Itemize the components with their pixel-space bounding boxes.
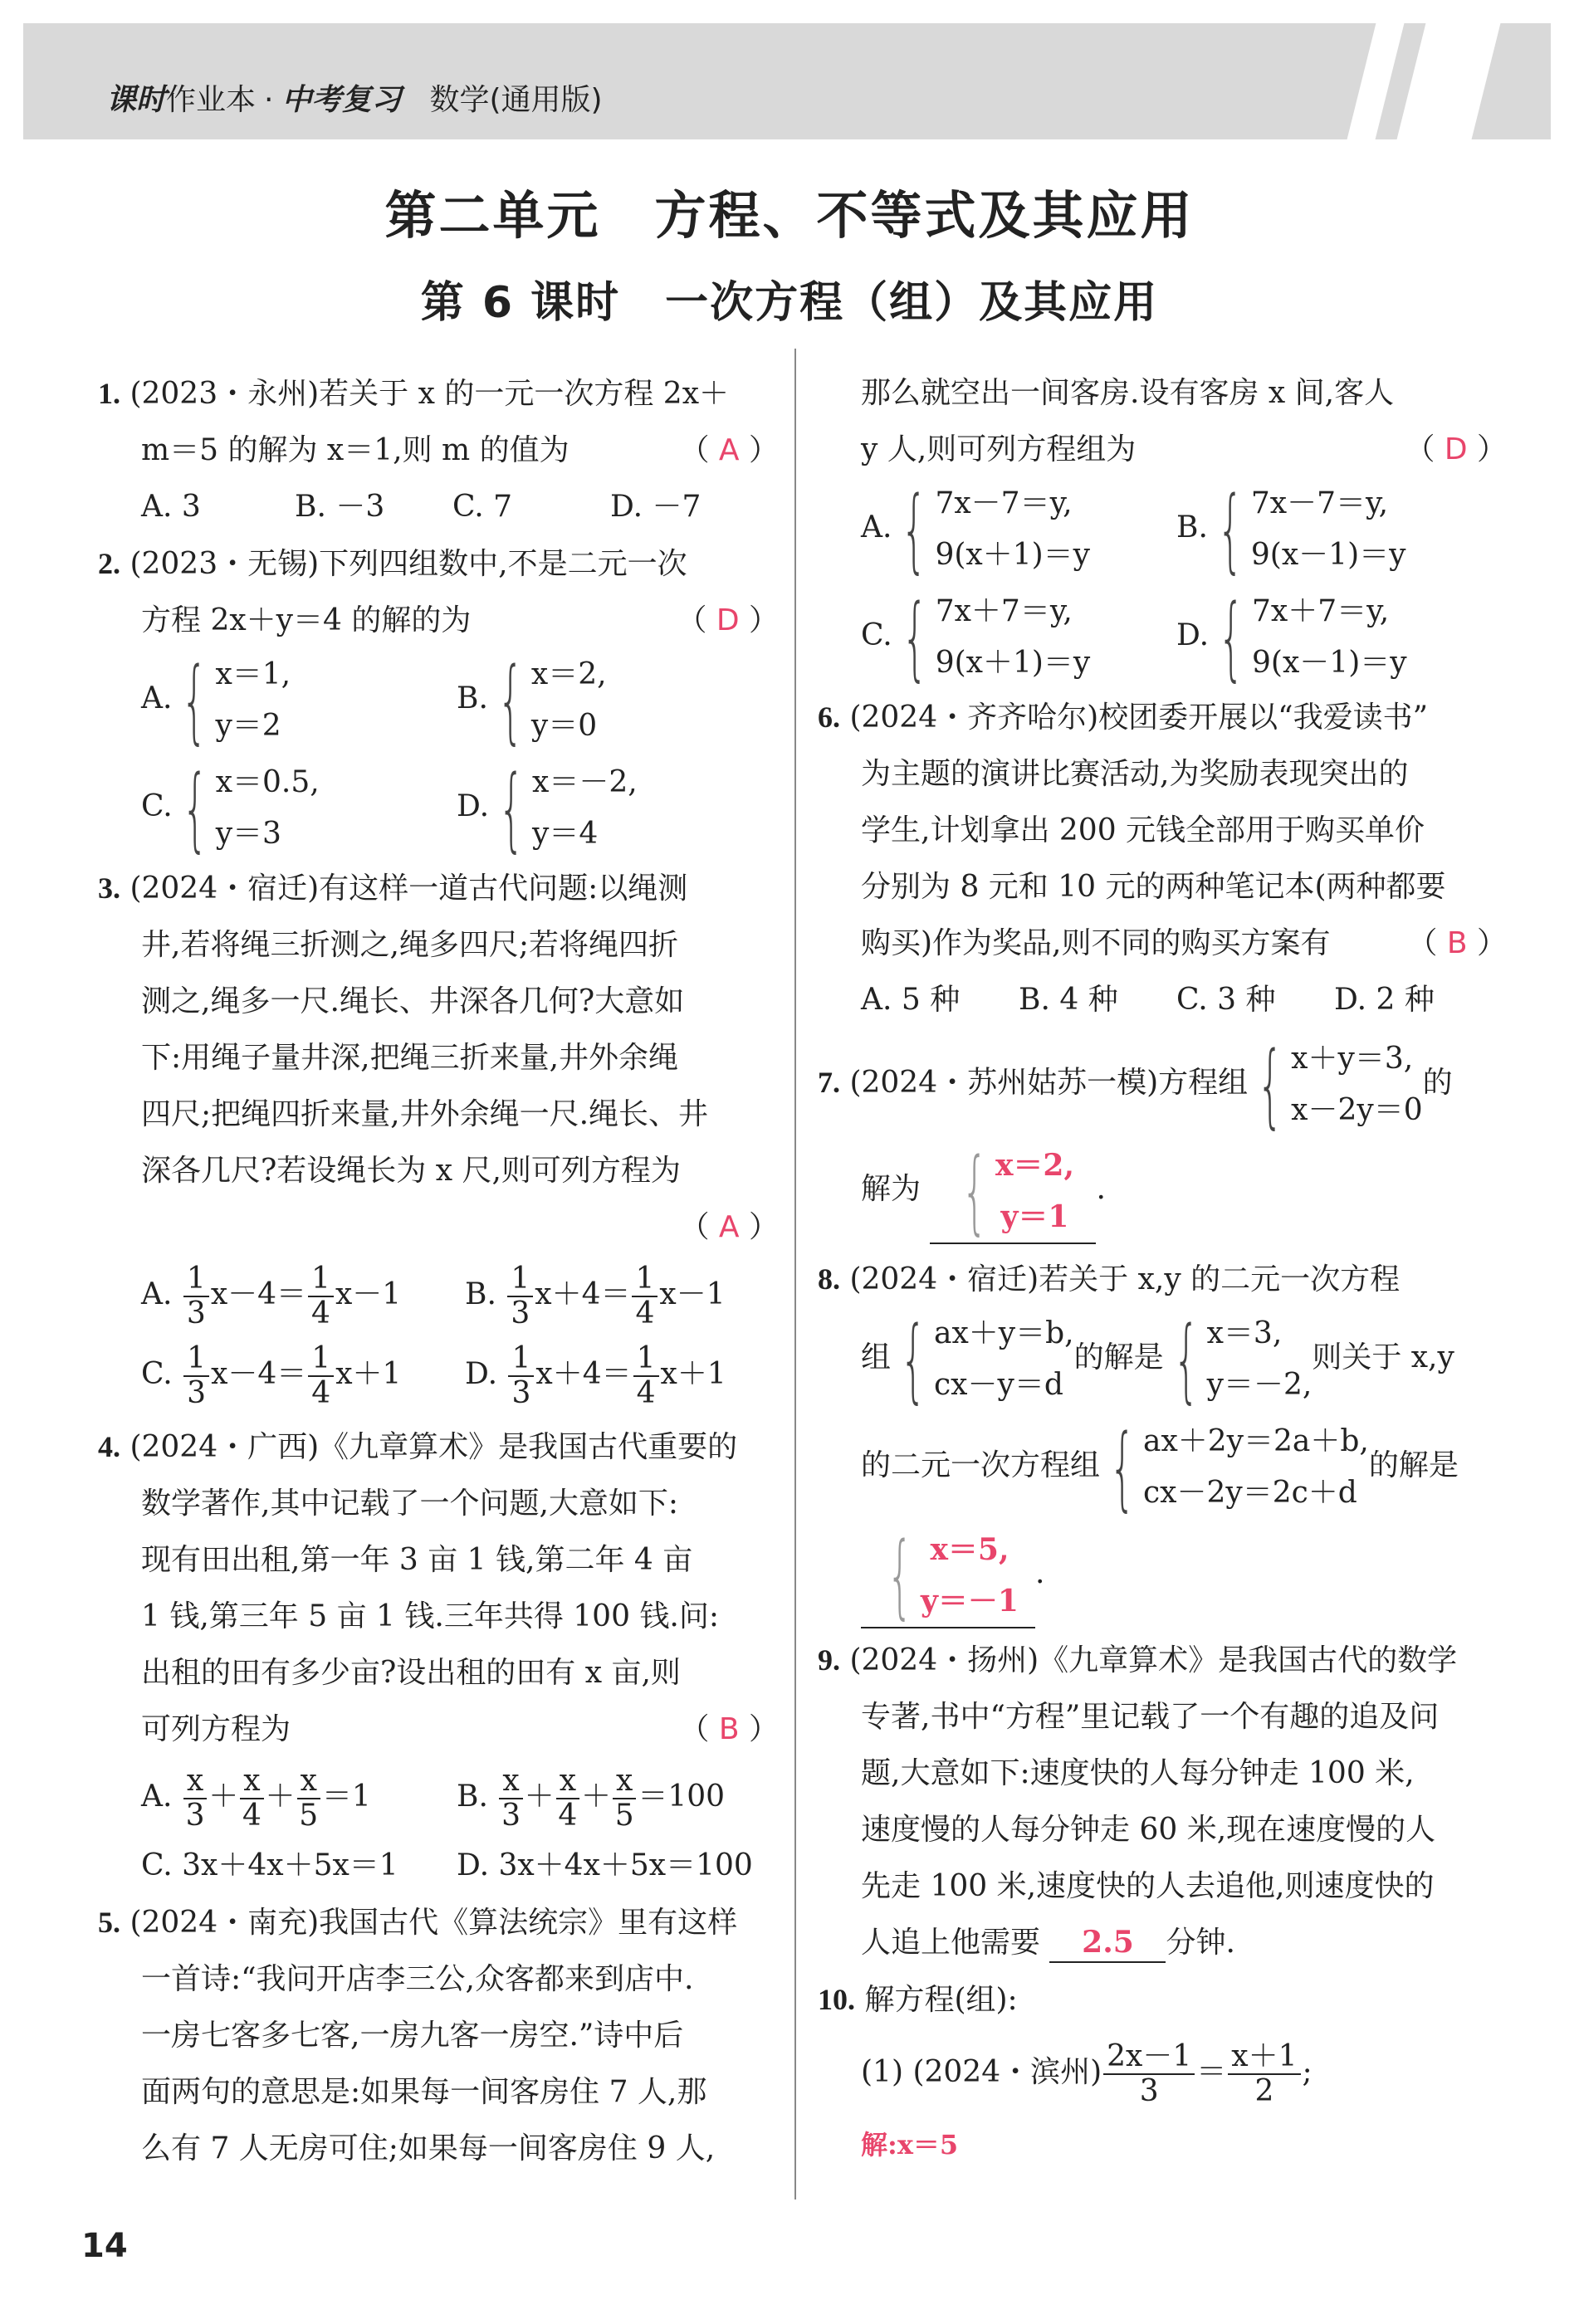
option-c: C. 3 种 — [1176, 983, 1276, 1017]
question-text: (2024・齐齐哈尔)校团委开展以“我爱读书” — [849, 701, 1428, 735]
question-text: 的解是 — [1073, 1340, 1164, 1374]
question-text: 购买)作为奖品,则不同的购买方案有 — [861, 926, 1331, 960]
option-a: A. $\frac{x}{3}$ ＋ $\frac{x}{4}$ ＋ $\frac{x}{5}$ ＝1 — [141, 1764, 371, 1833]
lesson-title: 第 6 课时 一次方程（组）及其应用 — [420, 278, 1159, 328]
question-number: 9. — [818, 1643, 840, 1677]
question-number: 3. — [98, 872, 120, 905]
question-text: 测之,绳多一尺.绳长、井深各几何?大意如 — [141, 984, 685, 1018]
equation-system: { ax＋y＝b, cx－y＝d — [900, 1306, 1074, 1413]
question-text: 速度慢的人每分钟走 60 米,现在速度慢的人 — [861, 1813, 1436, 1847]
answer-blank: 2.5 — [1049, 1923, 1166, 1963]
equation-system: { x＋y＝3, x－2y＝0 — [1257, 1032, 1423, 1138]
question-text: y 人,则可列方程组为 — [861, 432, 1137, 466]
page-top-margin — [0, 0, 1579, 22]
question-number: 8. — [818, 1262, 840, 1296]
question-text: 的二元一次方程组 — [861, 1448, 1101, 1482]
question-text: (2024・宿迁)若关于 x,y 的二元一次方程 — [849, 1262, 1401, 1296]
option-d: D. 3x＋4x＋5x＝100 — [457, 1848, 753, 1882]
answer-choice: （ B ） — [679, 1712, 779, 1746]
left-column — [98, 365, 779, 2177]
question-text: 则关于 x,y — [1312, 1340, 1454, 1374]
option-b: B. { x＝2, y＝0 — [457, 647, 607, 754]
question-text: 一房七客多七客,一房九客一房空.”诗中后 — [141, 2019, 684, 2053]
review-title: 中考复习 — [281, 83, 402, 117]
question-number: 10. — [818, 1983, 855, 2016]
option-c: C. $\frac{1}{3}$ x－4＝ $\frac{1}{4}$ x＋1 — [141, 1341, 402, 1410]
question-text: 四尺;把绳四折来量,井外余绳一尺.绳长、井 — [141, 1097, 709, 1131]
book-title: 作业本 — [166, 83, 257, 117]
question-text: 解为 — [861, 1172, 921, 1206]
option-d: D. { 7x＋7＝y, 9(x－1)＝y — [1176, 584, 1407, 691]
question-text: (2024・宿迁)有这样一道古代问题:以绳测 — [130, 872, 688, 906]
option-c: C. 7 — [452, 490, 513, 524]
fraction: $\frac{2x-1}{3}$ — [1103, 2040, 1195, 2108]
option-b: B. 4 种 — [1019, 983, 1118, 1017]
option-b: B. $\frac{x}{3}$ ＋ $\frac{x}{4}$ ＋ $\frac{x}{5}$ ＝100 — [457, 1764, 726, 1833]
option-b: B. －3 — [295, 490, 385, 524]
question-text: 分别为 8 元和 10 元的两种笔记本(两种都要 — [861, 870, 1446, 904]
equals-sign: ＝ — [1196, 2055, 1227, 2089]
question-text: 的解是 — [1368, 1448, 1459, 1482]
answer-blank: { x＝2, y＝1 — [930, 1140, 1096, 1244]
question-10 — [818, 1971, 1507, 2173]
question-number: 7. — [818, 1066, 840, 1099]
punctuation: . — [1096, 1172, 1106, 1206]
subject-label: 数学(通用版) — [429, 83, 603, 117]
punctuation: . — [1035, 1556, 1045, 1590]
question-text: 的 — [1422, 1066, 1453, 1100]
question-number: 5. — [98, 1906, 120, 1939]
question-text: m＝5 的解为 x＝1,则 m 的值为 — [141, 433, 570, 467]
question-text: (2023・永州)若关于 x 的一元一次方程 2x＋ — [130, 377, 730, 411]
question-number: 1. — [98, 377, 120, 410]
sub-question-label: (1) (2024・滨州) — [861, 2055, 1102, 2089]
question-text: 那么就空出一间客房.设有客房 x 间,客人 — [861, 376, 1395, 410]
question-text: 一首诗:“我问开店李三公,众客都来到店中. — [141, 1962, 694, 1996]
question-6 — [818, 689, 1507, 1028]
question-text: 解方程(组): — [864, 1983, 1018, 2017]
page-number: 14 — [81, 2227, 128, 2265]
question-text: 出租的田有多少亩?设出租的田有 x 亩,则 — [141, 1656, 681, 1690]
question-text: 先走 100 米,速度快的人去追他,则速度快的 — [861, 1869, 1435, 1903]
option-c: C. 3x＋4x＋5x＝1 — [141, 1848, 398, 1882]
option-a: A. { 7x－7＝y, 9(x＋1)＝y — [861, 476, 1090, 583]
question-number: 4. — [98, 1430, 120, 1463]
option-b: B. $\frac{1}{3}$ x＋4＝ $\frac{1}{4}$ x－1 — [465, 1262, 726, 1330]
question-1 — [98, 365, 779, 535]
question-text: 数学著作,其中记载了一个问题,大意如下: — [141, 1487, 679, 1521]
fraction: $\frac{x+1}{2}$ — [1228, 2040, 1300, 2108]
unit-title: 第二单元 方程、不等式及其应用 — [384, 185, 1195, 246]
question-text: (2024・苏州姑苏一模)方程组 — [849, 1066, 1249, 1100]
question-text: 题,大意如下:速度快的人每分钟走 100 米, — [861, 1756, 1415, 1790]
option-a: A. 5 种 — [861, 983, 961, 1017]
option-a: A. { x＝1, y＝2 — [141, 647, 291, 754]
question-text: 组 — [861, 1340, 892, 1374]
question-text: 学生,计划拿出 200 元钱全部用于购买单价 — [861, 813, 1425, 847]
question-7 — [818, 1033, 1507, 1244]
question-3 — [98, 860, 779, 1410]
option-d: D. $\frac{1}{3}$ x＋4＝ $\frac{1}{4}$ x＋1 — [465, 1341, 726, 1410]
book-header — [106, 76, 603, 119]
question-text: 下:用绳子量井深,把绳三折来量,井外余绳 — [141, 1041, 679, 1075]
question-8 — [818, 1251, 1507, 1628]
option-a: A. 3 — [141, 490, 201, 524]
right-column — [818, 365, 1507, 2173]
option-c: C. { x＝0.5, y＝3 — [141, 755, 320, 862]
column-divider — [794, 349, 796, 2200]
question-text: 现有田出租,第一年 3 亩 1 钱,第二年 4 亩 — [141, 1543, 693, 1577]
question-text: 专著,书中“方程”里记载了一个有趣的追及问 — [861, 1700, 1440, 1734]
question-5 — [98, 1894, 779, 2177]
answer-choice: （ D ） — [677, 603, 779, 637]
option-d: D. { x＝－2, y＝4 — [457, 755, 638, 862]
question-5-continued — [818, 365, 1507, 689]
option-b: B. { 7x－7＝y, 9(x－1)＝y — [1176, 476, 1406, 583]
option-a: A. $\frac{1}{3}$ x－4＝ $\frac{1}{4}$ x－1 — [141, 1262, 402, 1330]
option-c: C. { 7x＋7＝y, 9(x＋1)＝y — [861, 584, 1091, 691]
question-text: 可列方程为 — [141, 1712, 291, 1746]
question-text: 为主题的演讲比赛活动,为奖励表现突出的 — [861, 757, 1409, 791]
question-text: 面两句的意思是:如果每一间客房住 7 人,那 — [141, 2075, 707, 2109]
option-d: D. －7 — [610, 490, 702, 524]
question-4 — [98, 1418, 779, 1894]
question-text: (2024・南充)我国古代《算法统宗》里有这样 — [130, 1906, 738, 1940]
question-text: 1 钱,第三年 5 亩 1 钱.三年共得 100 钱.问: — [141, 1599, 719, 1633]
equation-system: { x＝3, y＝－2, — [1172, 1306, 1313, 1413]
question-text: (2024・广西)《九章算术》是我国古代重要的 — [130, 1430, 738, 1464]
question-2 — [98, 535, 779, 860]
question-9 — [818, 1632, 1507, 1971]
option-d: D. 2 种 — [1334, 983, 1435, 1017]
answer-blank: { x＝5, y＝－1 — [861, 1524, 1035, 1628]
answer-choice: （ B ） — [1407, 926, 1507, 960]
header-separator: · — [264, 83, 274, 117]
question-text: 人追上他需要 — [861, 1926, 1041, 1960]
question-number: 6. — [818, 701, 840, 734]
question-text: 深各几尺?若设绳长为 x 尺,则可列方程为 — [141, 1154, 681, 1188]
question-text: (2024・扬州)《九章算术》是我国古代的数学 — [849, 1643, 1458, 1677]
answer-choice: （ A ） — [679, 433, 779, 467]
equation-system: { ax＋2y＝2a＋b, cx－2y＝2c＋d — [1109, 1414, 1369, 1521]
book-title-bold: 课时 — [106, 83, 167, 117]
answer-choice: （ D ） — [1405, 432, 1507, 466]
answer-choice: （ A ） — [679, 1210, 779, 1244]
question-text: 分钟. — [1166, 1926, 1235, 1960]
question-text: 井,若将绳三折测之,绳多四尺;若将绳四折 — [141, 928, 679, 962]
punctuation: ; — [1302, 2055, 1313, 2089]
question-text: 么有 7 人无房可住;如果每一间客房住 9 人, — [141, 2131, 716, 2165]
question-text: (2023・无锡)下列四组数中,不是二元一次 — [130, 547, 687, 581]
solution-text: 解:x＝5 — [861, 2129, 959, 2160]
question-number: 2. — [98, 547, 120, 580]
question-text: 方程 2x＋y＝4 的解的为 — [141, 603, 472, 637]
